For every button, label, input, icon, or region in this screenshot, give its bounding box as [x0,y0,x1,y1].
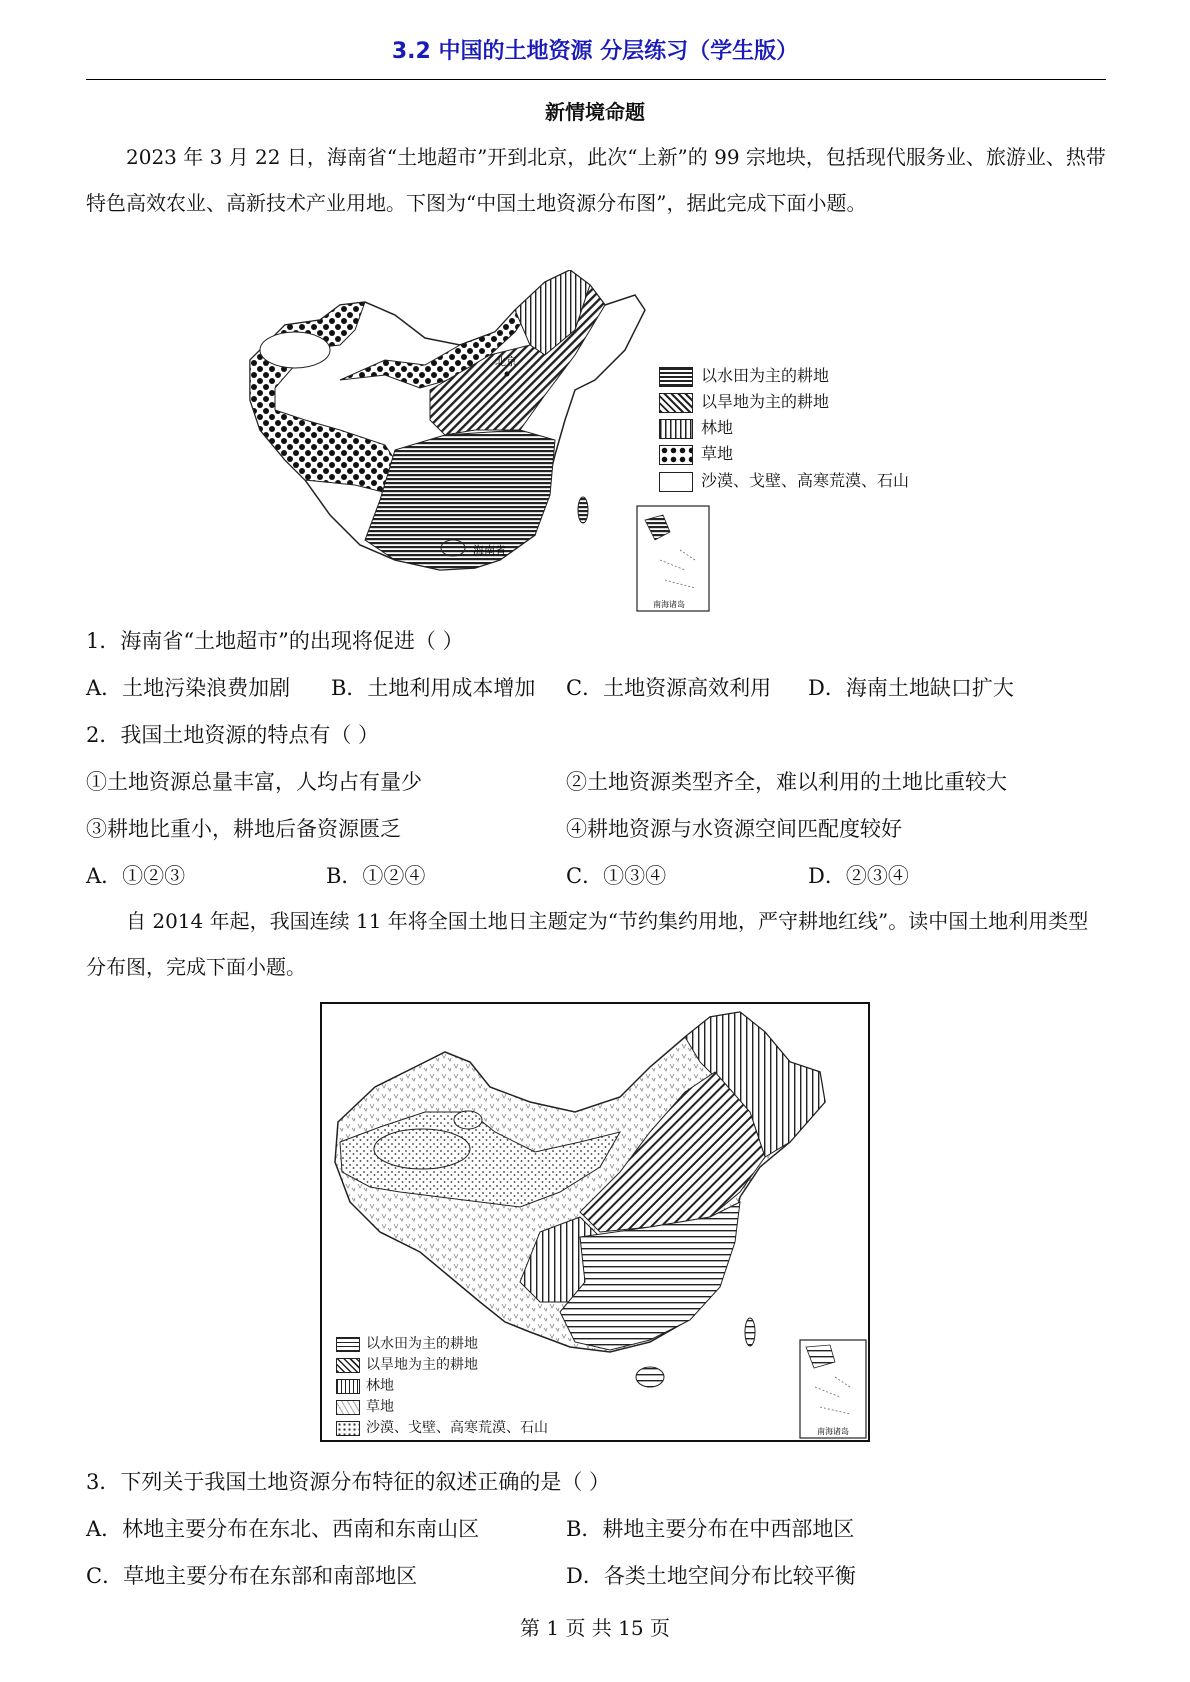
q1-option-d[interactable]: D．海南土地缺口扩大 [808,676,1014,700]
q3-stem: 3．下列关于我国土地资源分布特征的叙述正确的是（ ） [86,1470,611,1494]
q2-option-c[interactable]: C．①③④ [566,864,667,888]
q3-option-d[interactable]: D．各类土地空间分布比较平衡 [566,1564,856,1588]
map2-legend-grass: 草地 [336,1396,394,1416]
q2-statement-3: ③耕地比重小，耕地后备资源匮乏 [86,817,401,841]
intro-paragraph-1: 2023 年 3 月 22 日，海南省“土地超市”开到北京，此次“上新”的 99 宗地块，包括现代服务业、旅游业、热带特色高效农业、高新技术产业用地。下图为“中国土地资源分布图”，据此完成下面小题。 [86,145,1106,215]
map2-legend-dryland: 以旱地为主的耕地 [336,1354,478,1374]
dryland-swatch-icon [336,1358,360,1373]
q2-statement-2: ②土地资源类型齐全，难以利用的土地比重较大 [566,770,1007,794]
q1-option-b[interactable]: B．土地利用成本增加 [331,676,536,700]
section-title: 新情境命题 [545,100,645,124]
paddy-swatch-icon [659,367,693,387]
q1-stem: 1．海南省“土地超市”的出现将促进（ ） [86,629,464,653]
q2-option-a[interactable]: A．①②③ [86,864,186,888]
forest-swatch-icon [659,419,693,439]
land-use-map-2 [320,1002,870,1442]
map1-legend-paddy: 以水田为主的耕地 [659,363,829,387]
map1-label-hainan: 海南省 [473,544,506,557]
forest-swatch-icon [336,1379,360,1394]
map2-inset-label: 南海诸岛 [817,1427,849,1436]
grass-swatch-icon [659,445,693,465]
document-title: 3.2 中国的土地资源 分层练习（学生版） [391,39,799,64]
desert-swatch-icon [659,472,693,492]
q2-option-d[interactable]: D．②③④ [808,864,909,888]
hainan-island [441,540,465,556]
q3-option-a[interactable]: A．林地主要分布在东北、西南和东南山区 [86,1517,480,1541]
map1-legend-forest: 林地 [659,415,733,439]
map1-legend-desert: 沙漠、戈壁、高寒荒漠、石山 [659,468,909,492]
map1-label-beijing: 北京 [495,355,517,368]
q2-option-b[interactable]: B．①②④ [326,864,426,888]
q1-option-c[interactable]: C．土地资源高效利用 [566,676,772,700]
map2-legend-forest: 林地 [336,1375,394,1395]
map1-legend-grass: 草地 [659,441,733,465]
intro-paragraph-2: 自 2014 年起，我国连续 11 年将全国土地日主题定为“节约集约用地，严守耕地红线”。读中国土地利用类型分布图，完成下面小题。 [86,909,1089,979]
paddy-swatch-icon [336,1337,360,1352]
grass-swatch-icon [336,1400,360,1415]
page-number: 第 1 页 共 15 页 [520,1616,670,1640]
q2-statement-4: ④耕地资源与水资源空间匹配度较好 [566,817,902,841]
map1-inset-label: 南海诸岛 [653,600,685,609]
dryland-swatch-icon [659,393,693,413]
q3-option-b[interactable]: B．耕地主要分布在中西部地区 [566,1517,855,1541]
q2-stem: 2．我国土地资源的特点有（ ） [86,723,380,747]
hainan-island [636,1367,664,1387]
map2-legend-paddy: 以水田为主的耕地 [336,1333,478,1353]
header-divider [86,79,1106,80]
q3-option-c[interactable]: C．草地主要分布在东部和南部地区 [86,1564,418,1588]
map1-legend-dryland: 以旱地为主的耕地 [659,389,829,413]
desert-swatch-icon [336,1421,360,1436]
q2-statement-1: ①土地资源总量丰富，人均占有量少 [86,770,422,794]
map2-legend-desert: 沙漠、戈壁、高寒荒漠、石山 [336,1417,548,1437]
land-resource-map-1 [245,270,945,615]
q1-option-a[interactable]: A．土地污染浪费加剧 [86,676,291,700]
